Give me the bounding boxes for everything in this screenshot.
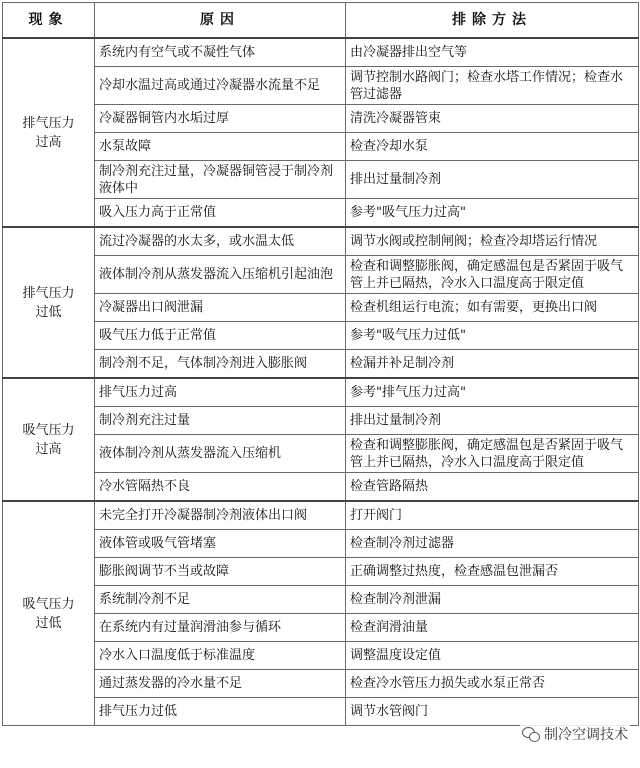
header-symptom: 现象	[3, 3, 95, 39]
solution-cell: 检查润滑油量	[346, 614, 639, 642]
solution-cell: 打开阀门	[346, 501, 639, 530]
table-row	[3, 642, 639, 670]
watermark	[520, 724, 630, 744]
solution-cell: 参考"排气压力过高"	[346, 378, 639, 407]
table-row	[3, 670, 639, 698]
table-row	[3, 614, 639, 642]
solution-cell: 检查机组运行电流；如有需要，更换出口阀	[346, 294, 639, 322]
cause-cell: 通过蒸发器的冷水量不足	[95, 670, 346, 698]
cause-cell: 水泵故障	[95, 133, 346, 161]
cause-cell: 膨胀阀调节不当或故障	[95, 558, 346, 586]
cause-cell: 冷凝器出口阀泄漏	[95, 294, 346, 322]
solution-cell: 检查和调整膨胀阀，确定感温包是否紧固于吸气管上并已隔热，冷水入口温度高于限定值	[346, 256, 639, 294]
cause-cell: 未完全打开冷凝器制冷剂液体出口阀	[95, 501, 346, 530]
solution-cell: 检查制冷剂过滤器	[346, 530, 639, 558]
watermark-text: 制冷空调技术	[544, 727, 628, 743]
table-row	[3, 350, 639, 379]
solution-cell: 检查冷水管压力损失或水泵正常否	[346, 670, 639, 698]
solution-cell: 参考"吸气压力过高"	[346, 199, 639, 228]
solution-cell: 正确调整过热度，检查感温包泄漏否	[346, 558, 639, 586]
cause-cell: 液体制冷剂从蒸发器流入压缩机引起油泡	[95, 256, 346, 294]
table-row	[3, 105, 639, 133]
solution-cell: 由冷凝器排出空气等	[346, 38, 639, 67]
table-row	[3, 322, 639, 350]
cause-cell: 液体制冷剂从蒸发器流入压缩机	[95, 435, 346, 473]
solution-cell: 检查制冷剂泄漏	[346, 586, 639, 614]
solution-cell: 检漏并补足制冷剂	[346, 350, 639, 379]
cause-cell: 吸气压力低于正常值	[95, 322, 346, 350]
table-row	[3, 199, 639, 228]
table-row	[3, 38, 639, 67]
solution-cell: 排出过量制冷剂	[346, 407, 639, 435]
table-row	[3, 294, 639, 322]
cause-cell: 制冷剂不足，气体制冷剂进入膨胀阀	[95, 350, 346, 379]
cause-cell: 制冷剂充注过量，冷凝器铜管浸于制冷剂液体中	[95, 161, 346, 199]
solution-cell: 调节控制水路阀门；检查水塔工作情况；检查水管过滤器	[346, 67, 639, 105]
cause-cell: 液体管或吸气管堵塞	[95, 530, 346, 558]
solution-cell: 检查冷却水泵	[346, 133, 639, 161]
solution-cell: 检查和调整膨胀阀，确定感温包是否紧固于吸气管上并已隔热，冷水入口温度高于限定值	[346, 435, 639, 473]
cause-cell: 冷水管隔热不良	[95, 473, 346, 502]
cause-cell: 冷水入口温度低于标准温度	[95, 642, 346, 670]
cause-cell: 系统制冷剂不足	[95, 586, 346, 614]
table-row	[3, 698, 639, 726]
table-row	[3, 227, 639, 256]
cause-cell: 制冷剂充注过量	[95, 407, 346, 435]
solution-cell: 检查管路隔热	[346, 473, 639, 502]
cause-cell: 排气压力过低	[95, 698, 346, 726]
table-row	[3, 558, 639, 586]
header-row	[3, 3, 639, 39]
header-solution: 排除方法	[346, 3, 639, 39]
cause-cell: 冷凝器铜管内水垢过厚	[95, 105, 346, 133]
cause-cell: 冷却水温过高或通过冷凝器水流量不足	[95, 67, 346, 105]
symptom-cell: 排气压力过高	[3, 38, 95, 227]
symptom-cell: 吸气压力过低	[3, 501, 95, 726]
cause-cell: 吸入压力高于正常值	[95, 199, 346, 228]
cause-cell: 排气压力过高	[95, 378, 346, 407]
table-row	[3, 256, 639, 294]
group-discharge-low	[3, 227, 639, 378]
table-row	[3, 133, 639, 161]
wechat-icon	[522, 727, 540, 741]
header-cause: 原因	[95, 3, 346, 39]
group-suction-low	[3, 501, 639, 726]
solution-cell: 调整温度设定值	[346, 642, 639, 670]
table-row	[3, 378, 639, 407]
table-row	[3, 407, 639, 435]
table-row	[3, 161, 639, 199]
solution-cell: 参考"吸气压力过低"	[346, 322, 639, 350]
troubleshooting-table	[2, 2, 639, 726]
cause-cell: 流过冷凝器的水太多，或水温太低	[95, 227, 346, 256]
solution-cell: 调节水阀或控制闸阀；检查冷却塔运行情况	[346, 227, 639, 256]
solution-cell: 清洗冷凝器管束	[346, 105, 639, 133]
table-row	[3, 67, 639, 105]
cause-cell: 系统内有空气或不凝性气体	[95, 38, 346, 67]
group-discharge-high	[3, 38, 639, 227]
solution-cell: 调节水管阀门	[346, 698, 639, 726]
table-row	[3, 435, 639, 473]
table-row	[3, 473, 639, 502]
cause-cell: 在系统内有过量润滑油参与循环	[95, 614, 346, 642]
table-row	[3, 501, 639, 530]
solution-cell: 排出过量制冷剂	[346, 161, 639, 199]
table-row	[3, 586, 639, 614]
table-row	[3, 530, 639, 558]
symptom-cell: 吸气压力过高	[3, 378, 95, 501]
symptom-cell: 排气压力过低	[3, 227, 95, 378]
group-suction-high	[3, 378, 639, 501]
